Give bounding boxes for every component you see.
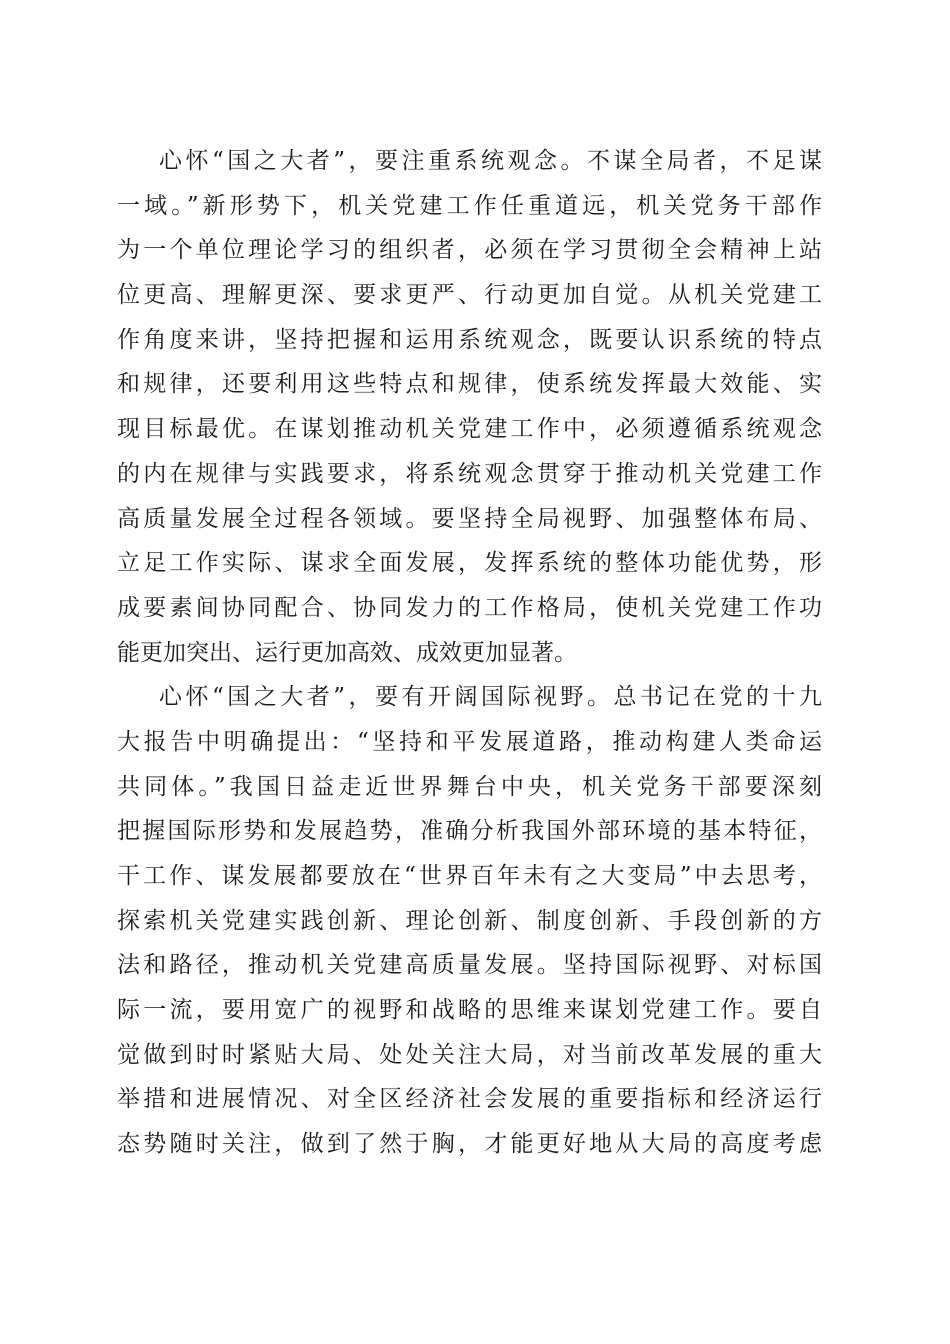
- paragraph-line: 觉做到时时紧贴大局、处处关注大局，对当前改革发展的重大: [117, 1041, 822, 1068]
- paragraph-line: 法和路径，推动机关党建高质量发展。坚持国际视野、对标国: [117, 952, 822, 979]
- paragraph-line: 为一个单位理论学习的组织者，必须在学习贯彻全会精神上站: [117, 237, 822, 264]
- paragraph-line: 心怀“国之大者”，要有开阔国际视野。总书记在党的十九: [159, 684, 822, 711]
- paragraph-line: 际一流，要用宽广的视野和战略的思维来谋划党建工作。要自: [117, 997, 822, 1024]
- paragraph-line: 一域。”新形势下，机关党建工作任重道远，机关党务干部作: [117, 192, 822, 219]
- paragraph-line: 探索机关党建实践创新、理论创新、制度创新、手段创新的方: [117, 907, 822, 934]
- paragraph-line: 作角度来讲，坚持把握和运用系统观念，既要认识系统的特点: [117, 326, 822, 353]
- paragraph-line: 高质量发展全过程各领域。要坚持全局视野、加强整体布局、: [117, 505, 822, 532]
- document-body: [117, 139, 822, 1167]
- paragraph-line: 和规律，还要利用这些特点和规律，使系统发挥最大效能、实: [117, 371, 822, 398]
- paragraph-international-vision: [117, 675, 822, 1167]
- paragraph-line: 共同体。”我国日益走近世界舞台中央，机关党务干部要深刻: [117, 773, 822, 800]
- paragraph-line: 现目标最优。在谋划推动机关党建工作中，必须遵循系统观念: [117, 416, 822, 443]
- paragraph-line: 举措和进展情况、对全区经济社会发展的重要指标和经济运行: [117, 1086, 822, 1113]
- paragraph-system-concept: [117, 139, 822, 675]
- paragraph-line: 立足工作实际、谋求全面发展，发挥系统的整体功能优势，形: [117, 550, 822, 577]
- paragraph-line: 成要素间协同配合、协同发力的工作格局，使机关党建工作功: [117, 594, 822, 621]
- paragraph-line: 能更加突出、运行更加高效、成效更加显著。: [117, 639, 577, 666]
- paragraph-line: 的内在规律与实践要求，将系统观念贯穿于推动机关党建工作: [117, 460, 822, 487]
- paragraph-line: 大报告中明确提出：“坚持和平发展道路，推动构建人类命运: [117, 728, 822, 755]
- paragraph-line: 把握国际形势和发展趋势，准确分析我国外部环境的基本特征，: [117, 818, 822, 845]
- paragraph-line: 心怀“国之大者”，要注重系统观念。不谋全局者，不足谋: [159, 148, 822, 174]
- paragraph-line: 位更高、理解更深、要求更严、行动更加自觉。从机关党建工: [117, 282, 822, 309]
- paragraph-line: 态势随时关注，做到了然于胸，才能更好地从大局的高度考虑: [117, 1131, 822, 1158]
- paragraph-line: 干工作、谋发展都要放在“世界百年未有之大变局”中去思考，: [117, 863, 822, 889]
